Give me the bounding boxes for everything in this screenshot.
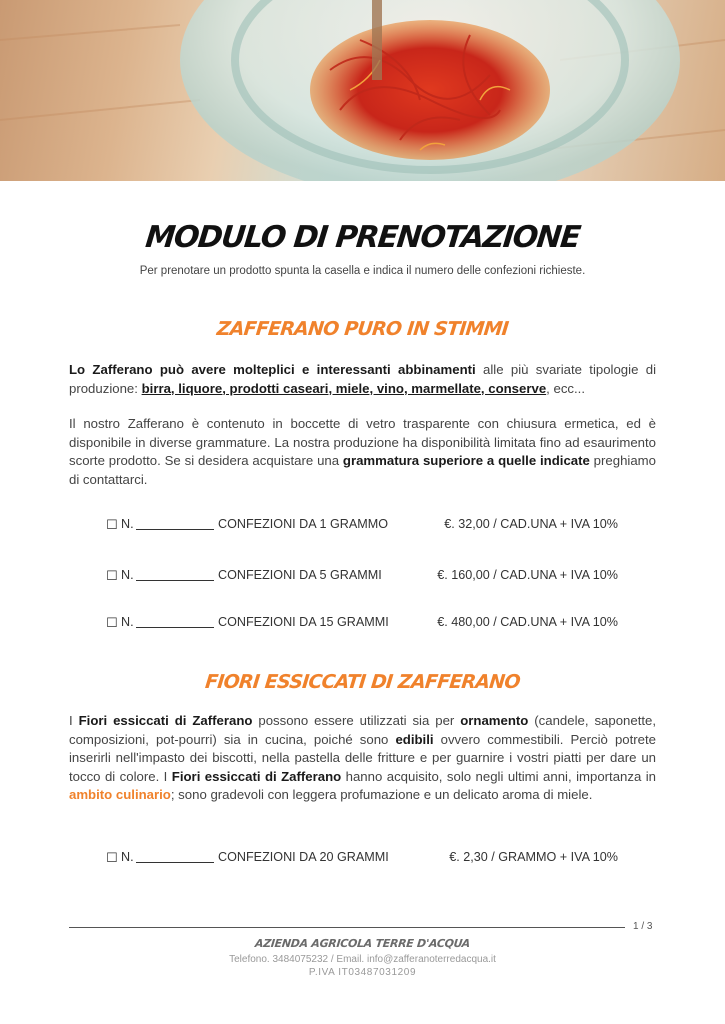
- flowers-text-1: I: [69, 713, 79, 728]
- flowers-bold-2: ornamento: [460, 713, 529, 728]
- flowers-text-4: ovvero commestibili. Perciò potrete inserirli nell'impasto dei biscotti, nella pastella delle fritture e per guarnire i vostri piatti per dare un tocco di colore. I: [69, 731, 656, 784]
- quantity-label: N.: [121, 850, 134, 864]
- package-description: CONFEZIONI DA 5 GRAMMI: [218, 568, 382, 582]
- checkbox[interactable]: ☐: [106, 517, 118, 532]
- paragraph-pairings: [69, 361, 656, 398]
- packaging-text-a: Il nostro Zafferano è contenuto in boccette di vetro trasparente con chiusura ermetica, ed è disponibile in diverse grammature. La nostra produzione ha disponibilità limitata fino ad esaurimento scorte prodotto. Se si desidera acquistare una: [69, 416, 656, 468]
- pairings-text-a: alle più svariate tipologie di produzione:: [69, 362, 656, 396]
- quantity-label: N.: [121, 615, 134, 629]
- packaging-bold: grammatura superiore a quelle indicate: [342, 453, 590, 468]
- paragraph-flowers: [69, 712, 656, 805]
- footer-divider: [69, 927, 625, 928]
- paragraph-packaging: [69, 415, 656, 489]
- pairings-intro: Lo Zafferano può avere molteplici e interessanti abbinamenti: [69, 362, 476, 377]
- order-row-15g: [106, 615, 626, 633]
- package-price: €. 2,30 / GRAMMO + IVA 10%: [449, 850, 618, 864]
- pairings-list: birra, liquore, prodotti caseari, miele, vino, marmellate, conserve: [141, 380, 547, 396]
- flowers-text-6: ; sono gradevoli con leggera profumazione e un delicato aroma di miele.: [170, 787, 593, 802]
- flowers-bold-1: Fiori essiccati di Zafferano: [78, 713, 253, 728]
- package-price: €. 160,00 / CAD.UNA + IVA 10%: [437, 568, 618, 582]
- vat-number: P.IVA IT03487031209: [308, 967, 417, 978]
- checkbox[interactable]: ☐: [106, 568, 118, 583]
- contact-info: Telefono. 3484075232 / Email. info@zafferanoterredacqua.it: [229, 954, 496, 965]
- packaging-text-b: preghiamo di contattarci.: [69, 453, 656, 487]
- company-name: AZIENDA AGRICOLA TERRE D'ACQUA: [254, 937, 471, 950]
- flowers-text-5: hanno acquisito, solo negli ultimi anni, importanza in: [341, 768, 657, 784]
- saffron-jar-illustration: [0, 0, 725, 181]
- quantity-field[interactable]: [136, 862, 214, 863]
- flowers-highlight: ambito culinario: [69, 787, 171, 802]
- quantity-label: N.: [121, 517, 134, 531]
- package-price: €. 480,00 / CAD.UNA + IVA 10%: [437, 615, 618, 629]
- checkbox[interactable]: ☐: [106, 850, 118, 865]
- package-description: CONFEZIONI DA 20 GRAMMI: [218, 850, 389, 864]
- quantity-label: N.: [121, 568, 134, 582]
- quantity-field[interactable]: [136, 580, 214, 581]
- order-row-1g: [106, 517, 626, 535]
- flowers-bold-4: Fiori essiccati di Zafferano: [171, 768, 342, 784]
- quantity-field[interactable]: [136, 529, 214, 530]
- section-heading-stimmi: ZAFFERANO PURO IN STIMMI: [215, 318, 510, 340]
- page-title: MODULO DI PRENOTAZIONE: [143, 220, 582, 255]
- flowers-bold-3: edibili: [395, 731, 434, 747]
- section-heading-fiori: FIORI ESSICCATI DI ZAFFERANO: [204, 671, 521, 693]
- package-price: €. 32,00 / CAD.UNA + IVA 10%: [444, 517, 618, 531]
- checkbox[interactable]: ☐: [106, 615, 118, 630]
- page-number: 1 / 3: [633, 921, 653, 932]
- quantity-field[interactable]: [136, 627, 214, 628]
- order-row-5g: [106, 568, 626, 586]
- page-subtitle: Per prenotare un prodotto spunta la casella e indica il numero delle confezioni richieste.: [139, 265, 586, 277]
- package-description: CONFEZIONI DA 1 GRAMMO: [218, 517, 389, 531]
- pairings-text-b: , ecc...: [546, 380, 586, 396]
- flowers-text-3: (candele, saponette, composizioni, pot-pourri) sia in cucina, poiché sono: [69, 713, 657, 747]
- order-row-20g: [106, 850, 626, 868]
- flowers-text-2: possono essere utilizzati sia per: [252, 713, 461, 728]
- header-photo: [0, 0, 725, 181]
- package-description: CONFEZIONI DA 15 GRAMMI: [218, 615, 389, 629]
